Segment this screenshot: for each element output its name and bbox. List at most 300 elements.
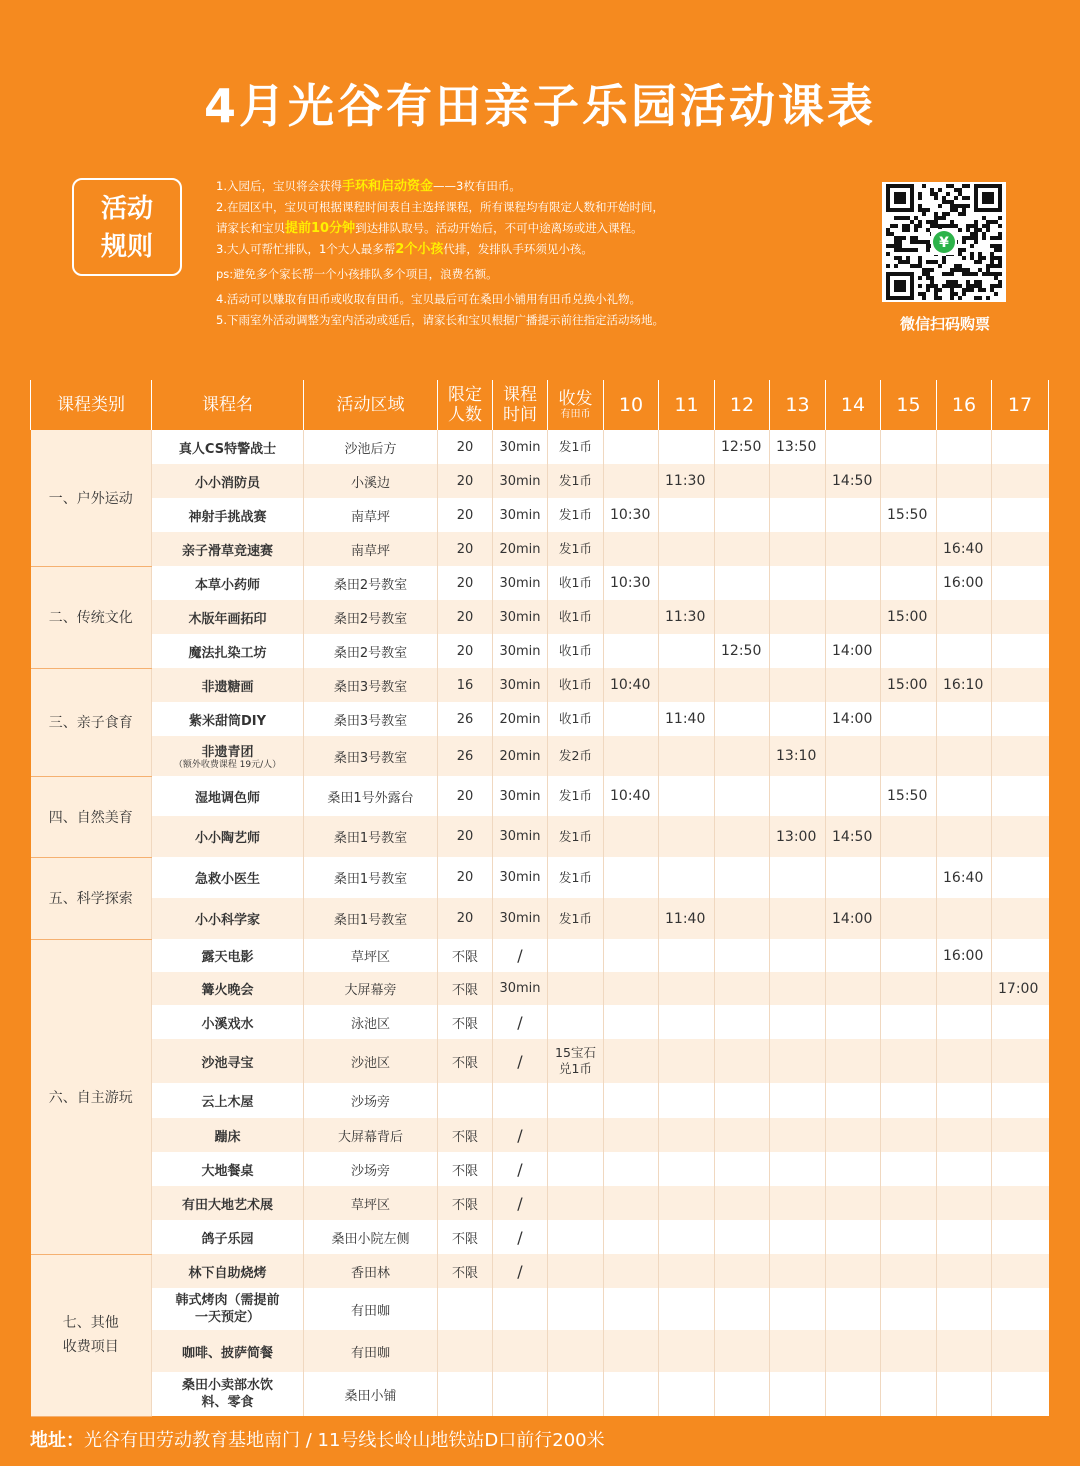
course-name (152, 1039, 304, 1083)
rule-line (216, 264, 856, 285)
time-slot-14 (826, 1152, 881, 1186)
course-name-text: 非遗青团 (201, 745, 254, 760)
qr-module (938, 204, 942, 208)
course-duration: / (493, 1152, 548, 1186)
table-row (31, 1152, 1049, 1186)
time-slot-15 (881, 898, 937, 939)
qr-module (998, 216, 1002, 220)
header-limit-line-2: 人数 (448, 405, 482, 425)
time-slot-13 (770, 857, 826, 898)
qr-module (918, 292, 922, 296)
qr-module (962, 236, 966, 240)
time-slot-13 (770, 566, 826, 600)
time-slot-15 (881, 939, 937, 972)
time-slot-10 (604, 736, 659, 776)
course-name-text: 紫米甜筒DIY (188, 713, 267, 729)
course-area: 桑田2号教室 (304, 600, 438, 634)
rules-list (216, 176, 856, 331)
time-slot-16 (937, 1005, 992, 1039)
qr-label: 微信扫码购票 (899, 315, 990, 333)
time-slot-14 (826, 1186, 881, 1220)
time-slot-17 (992, 498, 1049, 532)
course-area: 桑田小铺 (304, 1372, 438, 1416)
time-slot-13 (770, 1005, 826, 1039)
qr-module (926, 284, 930, 288)
qr-module (970, 288, 974, 292)
table-row (31, 702, 1049, 736)
time-slot-11 (659, 1039, 715, 1083)
qr-module (950, 184, 954, 188)
course-limit: 20 (438, 857, 493, 898)
course-name (152, 1220, 304, 1254)
course-area: 桑田3号教室 (304, 702, 438, 736)
schedule-table (30, 380, 1049, 1417)
qr-module (990, 236, 994, 240)
time-slot-11 (659, 1118, 715, 1152)
qr-module (998, 244, 1002, 248)
time-slot-15 (881, 1005, 937, 1039)
time-slot-10 (604, 1005, 659, 1039)
qr-module (990, 260, 994, 264)
qr-module (938, 296, 942, 300)
qr-module (994, 220, 998, 224)
header-area: 活动区域 (304, 380, 438, 430)
time-slot-16 (937, 1152, 992, 1186)
time-slot-12 (715, 816, 770, 857)
header-category: 课程类别 (31, 380, 152, 430)
qr-module (962, 272, 966, 276)
time-slot-10 (604, 816, 659, 857)
time-slot-17: 17:00 (992, 972, 1049, 1005)
time-slot-12 (715, 1330, 770, 1372)
course-area: 沙场旁 (304, 1152, 438, 1186)
time-slot-16 (937, 898, 992, 939)
time-slot-14 (826, 498, 881, 532)
qr-module (982, 224, 986, 228)
time-slot-15: 15:00 (881, 668, 937, 702)
qr-module (998, 248, 1002, 252)
qr-module (914, 228, 918, 232)
time-slot-16 (937, 1118, 992, 1152)
time-slot-11 (659, 1288, 715, 1330)
course-area: 沙池后方 (304, 430, 438, 464)
time-slot-16 (937, 600, 992, 634)
qr-module (966, 268, 970, 272)
qr-module (918, 192, 922, 196)
qr-module (950, 224, 954, 228)
time-slot-14 (826, 857, 881, 898)
qr-module (942, 284, 946, 288)
qr-module (950, 296, 954, 300)
qr-module (974, 236, 978, 240)
header-coin-sub: 有田币 (560, 409, 591, 420)
course-name-text: 木版年画拓印 (188, 611, 267, 627)
category-cell: 三、亲子食育 (31, 668, 152, 776)
time-slot-12: 12:50 (715, 430, 770, 464)
table-row (31, 736, 1049, 776)
qr-module (998, 256, 1002, 260)
qr-module (962, 256, 966, 260)
time-slot-16 (937, 1288, 992, 1330)
rule-text: 2.在园区中，宝贝可根据课程时间表自主选择课程，所有课程均有限定人数和开始时间， (216, 200, 664, 214)
table-row (31, 939, 1049, 972)
time-slot-12 (715, 1254, 770, 1288)
qr-module (926, 208, 930, 212)
qr-module (938, 224, 942, 228)
time-slot-12 (715, 972, 770, 1005)
qr-module (946, 200, 950, 204)
time-slot-17 (992, 1118, 1049, 1152)
course-limit: 不限 (438, 1005, 493, 1039)
qr-module (970, 232, 974, 236)
qr-module (962, 288, 966, 292)
qr-module (950, 272, 954, 276)
time-slot-13 (770, 1186, 826, 1220)
time-slot-14 (826, 1220, 881, 1254)
qr-module (958, 248, 962, 252)
qr-module (938, 216, 942, 220)
qr-module (926, 244, 930, 248)
time-slot-17 (992, 1330, 1049, 1372)
qr-module (918, 256, 922, 260)
course-name (152, 1288, 304, 1330)
course-limit: 20 (438, 532, 493, 566)
qr-module (978, 296, 982, 300)
qr-module (990, 244, 994, 248)
course-area: 草坪区 (304, 1186, 438, 1220)
course-coin: 发1币 (548, 816, 604, 857)
qr-module (926, 240, 930, 244)
time-slot-17 (992, 532, 1049, 566)
course-coin (548, 1254, 604, 1288)
time-slot-15 (881, 566, 937, 600)
qr-module (990, 288, 994, 292)
rule-text: ps:避免多个家长帮一个小孩排队多个项目，浪费名额。 (216, 267, 498, 281)
qr-finder (982, 192, 994, 204)
table-row (31, 430, 1049, 464)
course-name (152, 566, 304, 600)
time-slot-11 (659, 1254, 715, 1288)
qr-module (966, 272, 970, 276)
time-slot-10 (604, 1288, 659, 1330)
time-slot-12 (715, 1005, 770, 1039)
time-slot-13 (770, 1288, 826, 1330)
time-slot-16: 16:10 (937, 668, 992, 702)
time-slot-10 (604, 702, 659, 736)
course-limit: 20 (438, 898, 493, 939)
course-coin: 发1币 (548, 898, 604, 939)
time-slot-10 (604, 532, 659, 566)
qr-module (942, 212, 946, 216)
qr-code[interactable] (882, 182, 1006, 302)
course-duration: 30min (493, 898, 548, 939)
qr-module (958, 212, 962, 216)
course-area: 草坪区 (304, 939, 438, 972)
time-slot-10: 10:30 (604, 566, 659, 600)
qr-module (966, 280, 970, 284)
qr-module (898, 236, 902, 240)
course-duration: 30min (493, 498, 548, 532)
rule-text: 5.下雨室外活动调整为室内活动或延后，请家长和宝贝根据广播提示前往指定活动场地。 (216, 313, 664, 327)
qr-module (942, 224, 946, 228)
qr-module (958, 228, 962, 232)
qr-module (894, 248, 898, 252)
qr-module (930, 192, 934, 196)
qr-module (982, 288, 986, 292)
qr-module (970, 252, 974, 256)
qr-module (918, 276, 922, 280)
table-row (31, 600, 1049, 634)
time-slot-13 (770, 939, 826, 972)
time-slot-17 (992, 1039, 1049, 1083)
time-slot-12 (715, 1220, 770, 1254)
rule-line (216, 289, 856, 310)
qr-module (930, 224, 934, 228)
time-slot-12 (715, 1288, 770, 1330)
course-name (152, 939, 304, 972)
qr-module (910, 240, 914, 244)
course-limit: 不限 (438, 1186, 493, 1220)
qr-module (906, 216, 910, 220)
qr-module (914, 264, 918, 268)
course-coin (548, 1220, 604, 1254)
course-name-text: 林下自助烧烤 (188, 1265, 267, 1281)
time-slot-14 (826, 1005, 881, 1039)
qr-module (934, 284, 938, 288)
qr-module (966, 284, 970, 288)
category-cell: 五、科学探索 (31, 857, 152, 939)
time-slot-14: 14:50 (826, 816, 881, 857)
qr-module (942, 272, 946, 276)
time-slot-17 (992, 816, 1049, 857)
qr-module (906, 248, 910, 252)
qr-module (958, 264, 962, 268)
time-slot-14: 14:00 (826, 898, 881, 939)
header-hour-16: 16 (937, 380, 992, 430)
course-name (152, 702, 304, 736)
course-coin: 发1币 (548, 430, 604, 464)
qr-module (938, 288, 942, 292)
qr-module (938, 188, 942, 192)
course-coin: 收1币 (548, 702, 604, 736)
time-slot-15 (881, 1118, 937, 1152)
course-coin: 收1币 (548, 634, 604, 668)
course-area: 桑田3号教室 (304, 736, 438, 776)
rule-line (216, 239, 856, 260)
qr-module (934, 212, 938, 216)
course-area: 香田林 (304, 1254, 438, 1288)
qr-module (974, 228, 978, 232)
time-slot-15: 15:50 (881, 776, 937, 816)
qr-module (930, 276, 934, 280)
qr-module (994, 248, 998, 252)
qr-module (926, 248, 930, 252)
course-name (152, 1005, 304, 1039)
qr-module (958, 252, 962, 256)
qr-module (970, 224, 974, 228)
time-slot-13 (770, 668, 826, 702)
course-area: 桑田1号教室 (304, 857, 438, 898)
course-coin (548, 1118, 604, 1152)
course-limit: 20 (438, 600, 493, 634)
qr-module (918, 264, 922, 268)
time-slot-16 (937, 1220, 992, 1254)
qr-module (990, 284, 994, 288)
time-slot-10: 10:30 (604, 498, 659, 532)
qr-module (954, 208, 958, 212)
table-row (31, 1372, 1049, 1416)
time-slot-14 (826, 1118, 881, 1152)
qr-module (994, 272, 998, 276)
course-duration (493, 1330, 548, 1372)
time-slot-13 (770, 1118, 826, 1152)
table-row (31, 498, 1049, 532)
qr-module (934, 296, 938, 300)
qr-module (930, 188, 934, 192)
time-slot-12 (715, 939, 770, 972)
rule-line (216, 310, 856, 331)
course-area: 桑田2号教室 (304, 634, 438, 668)
time-slot-16 (937, 702, 992, 736)
qr-module (934, 196, 938, 200)
time-slot-13 (770, 1152, 826, 1186)
time-slot-11: 11:30 (659, 600, 715, 634)
table-row (31, 566, 1049, 600)
time-slot-12 (715, 1186, 770, 1220)
qr-module (974, 296, 978, 300)
qr-module (922, 292, 926, 296)
category-cell: 二、传统文化 (31, 566, 152, 668)
qr-module (966, 288, 970, 292)
course-name-text: 非遗糖画 (201, 679, 254, 695)
course-duration: / (493, 939, 548, 972)
course-name (152, 1330, 304, 1372)
qr-module (918, 196, 922, 200)
rule-text: 3.大人可帮忙排队，1个大人最多帮 (216, 242, 396, 256)
qr-module (958, 268, 962, 272)
course-limit: 不限 (438, 1152, 493, 1186)
course-coin (548, 1288, 604, 1330)
time-slot-15 (881, 1372, 937, 1416)
course-area: 有田咖 (304, 1330, 438, 1372)
header-duration-line-2: 时间 (503, 405, 537, 425)
time-slot-13 (770, 1254, 826, 1288)
time-slot-15 (881, 1152, 937, 1186)
course-coin (548, 939, 604, 972)
time-slot-14 (826, 430, 881, 464)
course-duration: 30min (493, 972, 548, 1005)
qr-module (974, 232, 978, 236)
qr-module (942, 256, 946, 260)
time-slot-10: 10:40 (604, 668, 659, 702)
qr-module (950, 200, 954, 204)
qr-module (894, 264, 898, 268)
time-slot-16 (937, 776, 992, 816)
header-hour-17: 17 (992, 380, 1049, 430)
time-slot-11 (659, 1083, 715, 1118)
course-limit (438, 1372, 493, 1416)
qr-module (962, 208, 966, 212)
course-coin: 发1币 (548, 857, 604, 898)
time-slot-11 (659, 1220, 715, 1254)
time-slot-10 (604, 1254, 659, 1288)
header-hour-11: 11 (659, 380, 715, 430)
qr-module (994, 244, 998, 248)
qr-module (962, 248, 966, 252)
course-limit: 26 (438, 702, 493, 736)
qr-module (934, 220, 938, 224)
qr-module (934, 192, 938, 196)
time-slot-17 (992, 857, 1049, 898)
qr-module (914, 236, 918, 240)
time-slot-14 (826, 939, 881, 972)
course-area: 南草坪 (304, 498, 438, 532)
course-area: 沙池区 (304, 1039, 438, 1083)
time-slot-11: 11:30 (659, 464, 715, 498)
qr-module (894, 244, 898, 248)
qr-module (990, 272, 994, 276)
course-coin: 收1币 (548, 668, 604, 702)
time-slot-16 (937, 1039, 992, 1083)
time-slot-13 (770, 972, 826, 1005)
course-duration (493, 1288, 548, 1330)
qr-module (986, 224, 990, 228)
qr-module (942, 196, 946, 200)
time-slot-14 (826, 532, 881, 566)
course-duration: 20min (493, 532, 548, 566)
course-limit: 20 (438, 634, 493, 668)
time-slot-17 (992, 702, 1049, 736)
course-area: 桑田小院左侧 (304, 1220, 438, 1254)
course-area: 泳池区 (304, 1005, 438, 1039)
course-name-text: 真人CS特警战士 (178, 441, 277, 457)
qr-module (898, 244, 902, 248)
time-slot-13: 13:50 (770, 430, 826, 464)
address-label: 地址： (30, 1430, 84, 1451)
qr-module (902, 228, 906, 232)
time-slot-15 (881, 1186, 937, 1220)
course-coin (548, 1186, 604, 1220)
course-name (152, 816, 304, 857)
course-duration: 30min (493, 600, 548, 634)
time-slot-10 (604, 972, 659, 1005)
course-name (152, 898, 304, 939)
qr-module (918, 224, 922, 228)
course-limit: 不限 (438, 1220, 493, 1254)
qr-module (898, 216, 902, 220)
course-coin: 发1币 (548, 532, 604, 566)
time-slot-10 (604, 939, 659, 972)
course-duration (493, 1372, 548, 1416)
table-row (31, 1330, 1049, 1372)
time-slot-10 (604, 1372, 659, 1416)
time-slot-11 (659, 634, 715, 668)
time-slot-12 (715, 1083, 770, 1118)
qr-module (970, 272, 974, 276)
course-name (152, 776, 304, 816)
time-slot-12 (715, 898, 770, 939)
qr-module (962, 196, 966, 200)
course-limit: 20 (438, 498, 493, 532)
qr-module (950, 220, 954, 224)
qr-module (974, 284, 978, 288)
time-slot-14: 14:50 (826, 464, 881, 498)
qr-module (898, 260, 902, 264)
time-slot-15 (881, 702, 937, 736)
table-row (31, 1118, 1049, 1152)
header-duration (493, 380, 548, 430)
course-name (152, 1254, 304, 1288)
